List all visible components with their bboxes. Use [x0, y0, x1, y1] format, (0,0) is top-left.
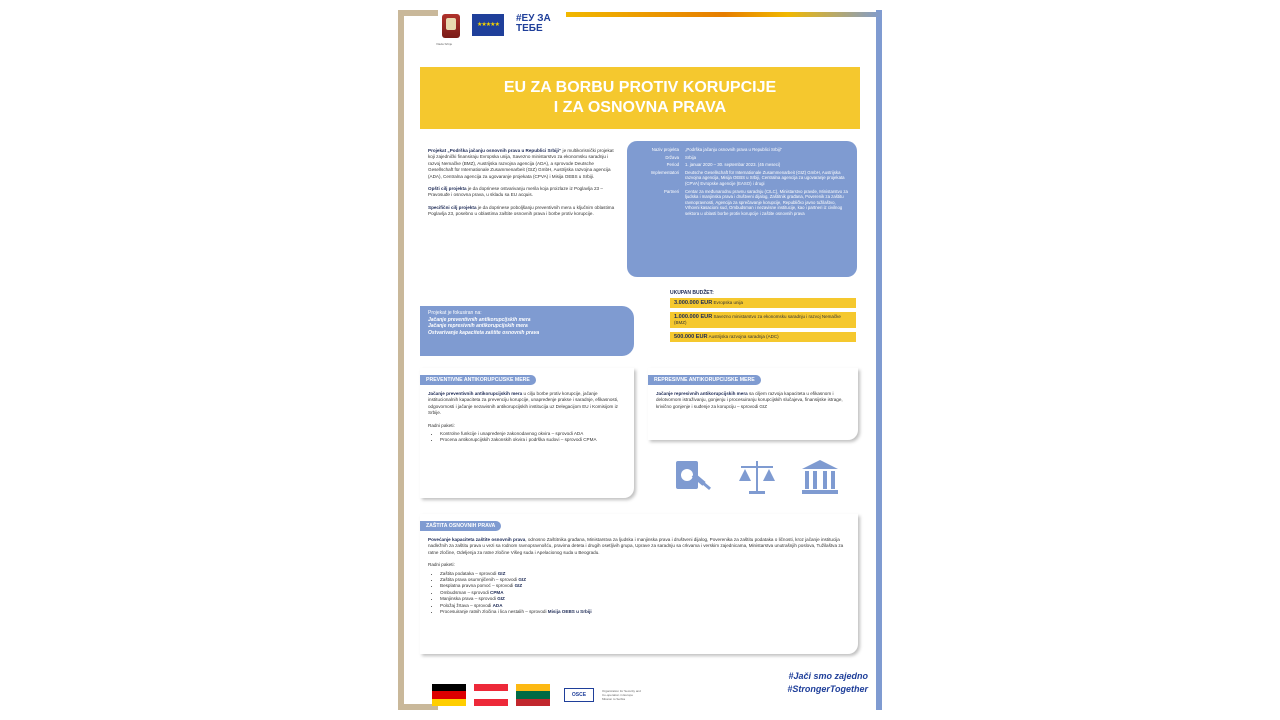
preventive-heading: PREVENTIVNE ANTIKORUPCIJSKE MERE [420, 375, 536, 385]
list-item: • Procesuiranje ratnih zločina i lica nestalih – sprovodi Misija OEBS u Srbiji [440, 609, 850, 615]
intro-p3-text: je da doprinese poboljšanju preventivnih mera u ključnim oblastima Poglavlja 23, posebno u oblastima zaštite osnovnih prava i borbe protiv korupcije. [428, 204, 615, 217]
page-title [420, 67, 860, 129]
rights-packages [428, 571, 850, 616]
preventive-packages-label: Radni paketi: [428, 422, 455, 428]
info-row: Period 1. januar 2020 – 30. septembar 2023. (45 meseci) [666, 162, 781, 168]
budget-row: 3.000.000 EUR Evropska unija [670, 298, 856, 308]
rights-card [420, 514, 858, 654]
repressive-lead-bold: Jačanje represivnih antikorupcijskih mera [656, 391, 748, 396]
preventive-packages [428, 431, 626, 444]
austria-flag-icon [474, 684, 508, 706]
results-item: Jačanje preventivnih antikorupcijskih mera [428, 316, 531, 323]
rights-lead-text: , odnosno Zaštitnika građana, Ministarstva za ljudska i manjinska prava i društveni dijalog, Poverenika za zaštitu podataka o ličnosti, kroz jačanje institucija nadležnih za zaštitu prava u vezi sa rodnom ravnopravnošću, pravima deteta i drugih osetljivih grupa, Uprave za saradnju sa crkvama i verskim zajednicama, Ministarstva unutrašnjih poslova, Tužilaštva za ratne zločine, Odeljenja za ratne zločine Višeg suda i Apelacionog suda u Beogradu. [428, 537, 844, 555]
list-item: • Zaštita prava osumnjičenih – sprovodi GIZ [440, 577, 850, 583]
info-row: Država Srbija [665, 154, 696, 160]
frame-top-gradient [566, 12, 882, 17]
repressive-card [648, 368, 858, 440]
repressive-lead-text: sa ciljem razvoja kapaciteta u efikasnom i delotvornom istraživanju, gonjenju i procesuiranju korupcijskih slučajeva, finansijske istrage, krivično gonjenje i suđenje za korupciju – sprovodi GIZ [656, 391, 843, 409]
list-item: • Besplatna pravna pomoć – sprovodi GIZ [440, 583, 850, 589]
frame-top-left [398, 10, 438, 16]
list-item: • Manjinska prava – sprovodi GIZ [440, 596, 850, 602]
osce-logo: OSCE [564, 688, 594, 702]
frame-left [398, 10, 404, 710]
hashtag-serbian: #Jači smo zajedno [788, 671, 868, 681]
eu-flag-icon: ★★★★★ [472, 14, 504, 36]
intro-text [428, 148, 616, 224]
rights-heading: ZAŠTITA OSNOVNIH PRAVA [420, 521, 501, 531]
footer-hashtags [787, 670, 868, 696]
title-line-1: EU ZA BORBU PROTIV KORUPCIJE [503, 79, 777, 96]
lithuania-flag-icon [516, 684, 550, 706]
crest-caption: Vlada Srbije [436, 42, 453, 46]
budget-block [670, 290, 856, 346]
courthouse-icon [798, 457, 842, 497]
intro-p1-text: je multikorisnički projekat koji zajednički finansiraju Evropska unija, Savezno ministarstvo za ekonomsku saradnju i razvoj Nemačke (BMZ), Austrijska razvojna agencija (ADA), a sprovode Deutsche Gesellschaft für Internationale Zusammenarbeit (GIZ) GmbH, Austrijska razvojna agencija (ADA), Centralna agencija za ugovaranje projekata (CPVA) i Misija OEBS u Srbiji. [428, 148, 614, 179]
scales-icon [735, 457, 779, 497]
intro-p2-text: je da doprinese ostvarivanju merila koja proizlaze iz Poglavlja 23 – Pravosuđe i osnovna prava, u skladu sa EU acquis. [428, 186, 603, 198]
info-row: Partneri Centar za međunarodnu pravnu saradnju (CILC), Ministarstvo pravde, Ministarstvo za ljudska i manjinska prava i društveni dijalog, Zaštitnik građana, Poverenik za zaštitu ravnopravnosti, Agencija za sprečavanje korupcije, Republičko javno tužilaštvo, Vrhovni kasacioni sud, Ombudsman i nezavisne institucije, kao i partneri iz civilnog sektora u oblasti borbe protiv korupcije i zaštite osnovnih prava [663, 188, 848, 216]
serbia-crest-icon [436, 14, 460, 46]
preventive-card [420, 368, 634, 498]
rights-packages-label: Radni paketi: [428, 562, 455, 568]
frame-right [876, 10, 882, 710]
hashtag-english: #StrongerTogether [787, 684, 868, 694]
eu-hashtag-logo: #ЕУ ЗА ТЕБЕ [516, 13, 551, 34]
repressive-heading: REPRESIVNE ANTIKORUPCIJSKE MERE [648, 375, 761, 385]
preventive-lead-bold: Jačanje preventivnih antikorupcijskih mera [428, 391, 523, 396]
preventive-lead-text: u cilju borbe protiv korupcije, jačanje institucionalnih kapaciteta za prevenciju korupcije, unapređenje prakse i saradnje, efikasnosti, odgovornosti i jačanje nezavisnih antikorupcijskih institucija uz Delegacijom EU i Komisijom iz Srbije. [428, 391, 619, 416]
poster [398, 10, 882, 710]
budget-row: 500.000 EUR Austrijska razvojna saradnja (ADC) [670, 332, 856, 342]
results-item: Ostvarivanje kapaciteta zaštite osnovnih prava [428, 329, 540, 336]
results-item: Jačanje represivnih antikorupcijskih mera [428, 323, 528, 330]
results-intro: Projekat je fokusiran na: [428, 310, 482, 316]
title-line-2: I ZA OSNOVNA PRAVA [553, 99, 727, 116]
list-item: • Kontrolne funkcije i unapređenje zakonodavnog okvira – sprovodi ADA [440, 431, 626, 437]
list-item: • Položaj žrtava – sprovodi ADA [440, 603, 850, 609]
rights-lead-bold: Povećanje kapaciteta zaštite osnovnih prava [428, 537, 526, 542]
list-item: • Ombudsman – sprovodi CPMA [440, 590, 850, 596]
info-row: Naziv projekta „Podrška jačanju osnovnih prava u Republici Srbiji“ [651, 147, 782, 152]
osce-caption: Organization for Security and Co-operation in Europe Mission to Serbia [602, 689, 641, 701]
partner-logos [432, 684, 642, 706]
project-info-box [627, 141, 857, 277]
intro-p1-bold: Projekat „Podrška jačanju osnovnih prava u Republici Srbiji“ [428, 148, 562, 153]
list-item: • Procena antikorupcijskih zakonskih okvira i podrška sudovi – sprovodi CPMA [440, 437, 626, 443]
icons-row [662, 454, 852, 500]
intro-p3-bold: Specifični cilj projekta [428, 204, 477, 210]
gavel-document-icon [672, 457, 716, 497]
intro-p2-bold: Opšti cilj projekta [428, 186, 467, 192]
info-row: Implementatori Deutsche Gesellschaft für Internationale Zusammenarbeit (GIZ) GmbH, Austrijska razvojna agencija, Misija OEBS u Srbiji, Centralna agencija za ugovaranje projekata (CPVA) Evropske agencije (EASO) i drugi [650, 169, 845, 186]
list-item: • Zaštita podataka – sprovodi GIZ [440, 571, 850, 577]
budget-heading: UKUPAN BUDŽET: [670, 290, 714, 296]
germany-flag-icon [432, 684, 466, 706]
header-logos [436, 13, 560, 50]
results-box [420, 306, 634, 356]
budget-row: 1.000.000 EUR Savezno ministarstvo za ekonomsku saradnju i razvoj Nemačke (BMZ) [670, 312, 856, 328]
